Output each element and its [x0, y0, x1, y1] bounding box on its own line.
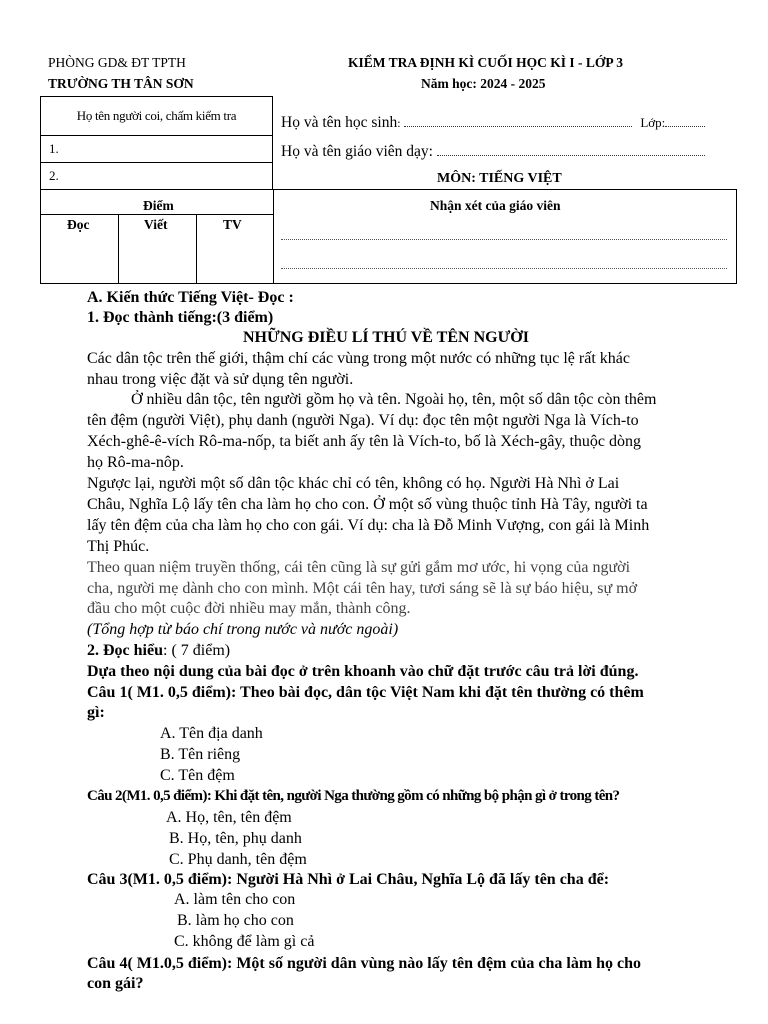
passage-line: Các dân tộc trên thế giới, thậm chí các vùng trong một nước có những tục lệ rất khác	[87, 350, 630, 367]
question-2	[87, 786, 619, 807]
question-4-text-cont: con gái?	[87, 975, 144, 992]
student-name-label: Họ và tên học sinh	[281, 114, 398, 131]
exam-title: KIỂM TRA ĐỊNH KÌ CUỐI HỌC KÌ I - LỚP 3	[348, 55, 624, 70]
question-4-text: : Một số người dân vùng nào lấy tên đệm của cha làm họ cho	[226, 955, 642, 972]
comment-line-1[interactable]	[281, 239, 727, 240]
student-name-colon: :	[397, 116, 401, 130]
answer-option[interactable]: C. Phụ danh, tên đệm	[169, 851, 307, 868]
proctor-row-1: 1.	[41, 136, 272, 163]
proctor-table	[40, 96, 273, 190]
question-3	[87, 869, 609, 890]
school-year: Năm học: 2024 - 2025	[421, 76, 546, 91]
answer-option[interactable]: C. Tên đệm	[160, 767, 235, 784]
reading-title: NHỮNG ĐIỀU LÍ THÚ VỀ TÊN NGƯỜI	[243, 329, 529, 346]
section-2-points: : ( 7 điểm)	[163, 642, 231, 659]
proctor-row-2: 2.	[49, 168, 59, 183]
passage-line: Xéch-ghê-ê-vích Rô-ma-nốp, ta biết anh ấy tên là Vích-to, bố là Xéch-gây, thuộc dòng	[87, 433, 642, 450]
subject-title: MÔN: TIẾNG VIỆT	[437, 171, 562, 186]
answer-option[interactable]: B. Tên riêng	[160, 746, 241, 763]
answer-option[interactable]: A. Tên địa danh	[160, 725, 263, 742]
passage-line: họ Rô-ma-nôp.	[87, 454, 184, 471]
department-name: PHÒNG GD& ĐT TPTH	[48, 55, 186, 70]
question-4-label: Câu 4( M1.0,5 điểm)	[87, 955, 227, 972]
proctor-table-header: Họ tên người coi, chấm kiểm tra	[41, 97, 272, 136]
answer-option[interactable]: A. làm tên cho con	[174, 891, 296, 908]
question-4	[87, 953, 641, 974]
score-divider	[273, 190, 274, 283]
question-1	[87, 682, 644, 703]
class-label: Lớp:	[640, 115, 666, 130]
section-a-heading: A. Kiến thức Tiếng Việt- Đọc :	[87, 289, 294, 306]
passage-line: Ngược lại, người một số dân tộc khác chỉ có tên, không có họ. Người Hà Nhì ở Lai	[87, 475, 620, 492]
answer-option[interactable]: B. làm họ cho con	[177, 912, 294, 929]
passage-line: đầu cho một cuộc đời nhiều may mắn, thành công.	[87, 600, 411, 617]
teacher-name-field[interactable]	[437, 155, 705, 156]
answer-option[interactable]: C. không để làm gì cả	[174, 933, 315, 950]
passage-line: nhau trong việc đặt và sử dụng tên người.	[87, 371, 354, 388]
score-comment-table	[40, 189, 737, 284]
student-name-line[interactable]	[281, 114, 705, 132]
comment-line-2[interactable]	[281, 268, 727, 269]
question-2-text: : Khi đặt tên, người Nga thường gồm có những bộ phận gì ở trong tên?	[206, 788, 620, 804]
passage-source: (Tổng hợp từ báo chí trong nước và nước ngoài)	[87, 621, 399, 638]
score-label: Điểm	[143, 198, 174, 213]
student-name-field[interactable]	[404, 126, 632, 127]
section-2-label: 2. Đọc hiểu	[87, 642, 163, 659]
score-col-viet: Viết	[144, 217, 168, 232]
question-1-text-cont: gì:	[87, 704, 105, 721]
question-1-text: : Theo bài đọc, dân tộc Việt Nam khi đặt tên thường có thêm	[230, 684, 644, 701]
question-3-text: : Người Hà Nhì ở Lai Châu, Nghĩa Lộ đã lấy tên cha để:	[226, 871, 610, 888]
section-2-heading	[87, 640, 230, 661]
question-3-label: Câu 3(M1. 0,5 điểm)	[87, 871, 227, 888]
score-header-line	[41, 214, 273, 215]
score-col-tv: TV	[223, 217, 242, 232]
score-col-divider-2	[196, 214, 197, 283]
score-col-divider-1	[118, 214, 119, 283]
passage-line: tên đệm (người Việt), phụ danh (người Nga). Ví dụ: đọc tên một người Nga là Vích-to	[87, 412, 639, 429]
passage-line: lấy tên đệm của cha làm họ cho con gái. Ví dụ: cha là Đỗ Minh Vượng, con gái là Minh	[87, 517, 650, 534]
passage-line: Ở nhiều dân tộc, tên người gồm họ và tên. Ngoài họ, tên, một số dân tộc còn thêm	[131, 391, 657, 408]
class-field[interactable]	[665, 126, 705, 127]
section-1-heading: 1. Đọc thành tiếng:(3 điểm)	[87, 309, 274, 326]
score-col-doc: Đọc	[67, 217, 90, 232]
passage-line: Thị Phúc.	[87, 538, 150, 555]
passage-line: cha, người mẹ dành cho con mình. Một cái tên hay, tươi sáng sẽ là sự báo hiệu, sự mở	[87, 580, 638, 597]
teacher-comment-label: Nhận xét của giáo viên	[430, 198, 561, 213]
teacher-name-line[interactable]	[281, 143, 705, 161]
instruction-text: Dựa theo nội dung của bài đọc ở trên khoanh vào chữ đặt trước câu trả lời đúng.	[87, 663, 639, 680]
teacher-name-label: Họ và tên giáo viên dạy:	[281, 143, 433, 160]
passage-line: Châu, Nghĩa Lộ lấy tên cha làm họ cho con. Ở một số vùng thuộc tỉnh Hà Tây, người ta	[87, 496, 648, 513]
question-2-label: Câu 2(M1. 0,5 điểm)	[87, 788, 207, 804]
school-name: TRƯỜNG TH TÂN SƠN	[48, 76, 194, 91]
answer-option[interactable]: B. Họ, tên, phụ danh	[169, 830, 302, 847]
passage-line: Theo quan niệm truyền thống, cái tên cũng là sự gửi gắm mơ ước, hi vọng của người	[87, 559, 631, 576]
question-1-label: Câu 1( M1. 0,5 điểm)	[87, 684, 231, 701]
answer-option[interactable]: A. Họ, tên, tên đệm	[166, 809, 292, 826]
